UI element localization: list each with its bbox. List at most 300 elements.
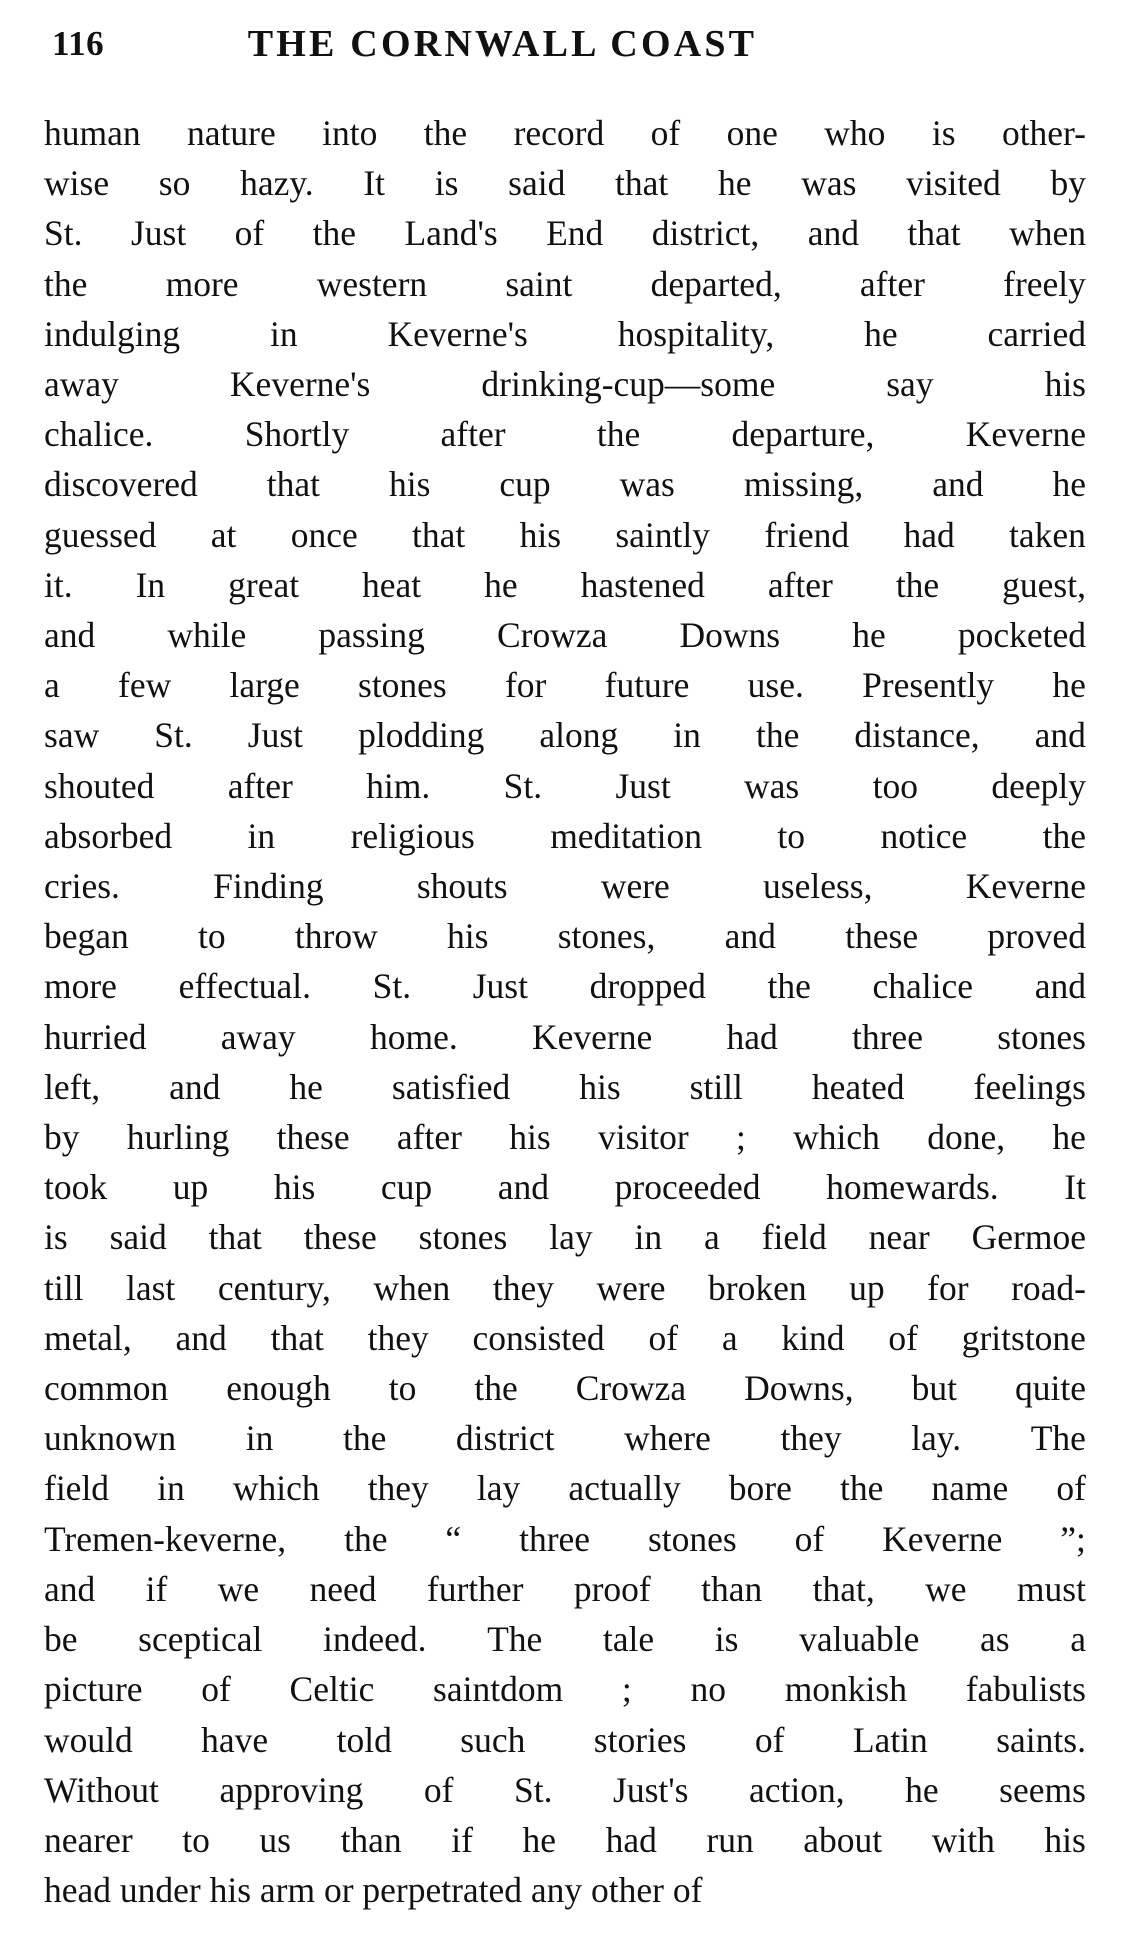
text-word: that — [208, 1217, 262, 1258]
text-word: Keverne — [882, 1518, 1003, 1559]
text-word: lay. — [911, 1418, 962, 1459]
text-word: use. — [747, 665, 804, 706]
text-word: absorbed — [44, 815, 173, 856]
text-word: when — [1009, 213, 1086, 254]
text-line: head under his arm or perpetrated any other of — [44, 1870, 703, 1911]
text-line — [44, 108, 1086, 158]
text-word: indulging — [44, 313, 181, 354]
text-word: such — [460, 1719, 526, 1760]
text-word: and — [1034, 715, 1086, 756]
text-line — [44, 761, 1086, 811]
text-word: departed, — [650, 263, 782, 304]
text-word: after — [227, 765, 293, 806]
text-word: stones — [997, 1016, 1086, 1057]
text-word: so — [158, 163, 191, 204]
text-word: the — [344, 1518, 388, 1559]
text-word: stones, — [557, 916, 656, 957]
text-word: record — [513, 113, 605, 153]
text-word: taken — [1009, 514, 1086, 555]
text-word: was — [744, 765, 800, 806]
text-word: consisted — [472, 1317, 605, 1358]
text-word: gritstone — [961, 1317, 1086, 1358]
text-line — [44, 861, 1086, 911]
text-word: In — [135, 564, 166, 605]
text-word: the — [767, 966, 811, 1007]
text-word: lay — [476, 1468, 521, 1509]
text-word: that — [270, 1317, 324, 1358]
text-word: were — [596, 1267, 666, 1308]
text-word: is — [44, 1217, 68, 1258]
text-word: to — [388, 1368, 417, 1409]
text-word: by — [44, 1117, 80, 1158]
text-word: too — [872, 765, 918, 806]
text-word: a — [1070, 1619, 1086, 1660]
text-word: shouts — [416, 866, 508, 907]
text-word: his — [1044, 1819, 1086, 1860]
text-word: hastened — [580, 564, 705, 605]
text-word: the — [839, 1468, 884, 1509]
text-word: the — [755, 715, 800, 756]
text-word: they — [780, 1418, 842, 1459]
text-word: with — [931, 1819, 995, 1860]
text-word: passing — [318, 615, 425, 656]
text-word: these — [276, 1117, 350, 1158]
text-word: in — [634, 1217, 663, 1258]
text-line — [44, 1062, 1086, 1112]
text-word: picture — [44, 1669, 143, 1710]
text-word: bore — [728, 1468, 792, 1509]
text-word: about — [803, 1819, 883, 1860]
text-word: pocketed — [957, 615, 1086, 656]
text-word: hazy. — [240, 163, 314, 204]
text-word: to — [182, 1819, 210, 1860]
text-word: throw — [294, 916, 378, 957]
text-word: would — [44, 1719, 133, 1760]
text-line — [44, 259, 1086, 309]
text-line — [44, 610, 1086, 660]
text-word: heated — [811, 1066, 905, 1107]
text-line — [44, 660, 1086, 710]
text-word: actually — [568, 1468, 681, 1509]
text-word: The — [487, 1619, 543, 1660]
text-line — [44, 409, 1086, 459]
text-word: satisfied — [391, 1066, 511, 1107]
text-word: drinking-cup—some — [481, 364, 776, 405]
text-word: of — [754, 1719, 785, 1760]
text-word: St. — [44, 213, 83, 254]
text-line — [44, 1363, 1086, 1413]
text-word: away — [220, 1016, 296, 1057]
text-word: useless, — [763, 866, 873, 907]
text-word: unknown — [44, 1418, 177, 1459]
text-word: Just — [615, 765, 671, 806]
text-word: along — [539, 715, 619, 756]
text-word: in — [673, 715, 701, 756]
text-word: while — [167, 615, 247, 656]
text-word: cup — [499, 464, 551, 505]
text-word: in — [157, 1468, 185, 1509]
text-word: saint — [505, 263, 573, 304]
text-word: and — [724, 916, 776, 957]
text-word: common — [44, 1368, 169, 1409]
text-word: the — [342, 1418, 387, 1459]
text-word: St. — [372, 966, 412, 1007]
text-word: valuable — [799, 1619, 920, 1660]
text-word: other- — [1001, 113, 1086, 153]
text-word: name — [931, 1468, 1009, 1509]
text-word: that — [412, 514, 466, 555]
text-word: he — [522, 1819, 557, 1860]
text-word: told — [336, 1719, 392, 1760]
text-word: if — [145, 1568, 168, 1609]
text-word: after — [396, 1117, 462, 1158]
text-word: Germoe — [971, 1217, 1086, 1258]
text-word: Tremen-keverne, — [44, 1518, 287, 1559]
text-word: than — [701, 1568, 763, 1609]
text-word: his — [273, 1167, 316, 1208]
text-word: as — [979, 1619, 1010, 1660]
text-word: was — [801, 163, 857, 204]
text-word: wise — [44, 163, 110, 204]
text-word: saw — [44, 715, 100, 756]
text-word: approving — [219, 1769, 364, 1810]
text-word: hurling — [126, 1117, 230, 1158]
text-word: after — [859, 263, 925, 304]
text-word: that — [615, 163, 669, 204]
text-line — [44, 1564, 1086, 1614]
text-word: cries. — [44, 866, 120, 907]
text-word: he — [289, 1066, 323, 1107]
text-word: stones — [647, 1518, 737, 1559]
text-word: no — [690, 1669, 726, 1710]
text-word: ”; — [1060, 1518, 1086, 1559]
text-word: action, — [749, 1769, 845, 1810]
text-word: home. — [369, 1016, 458, 1057]
text-word: notice — [880, 815, 968, 856]
text-word: three — [519, 1518, 591, 1559]
text-line — [44, 811, 1086, 861]
text-word: Downs — [679, 615, 781, 656]
text-line — [44, 510, 1086, 560]
page-body — [44, 108, 1086, 1915]
text-word: after — [440, 414, 506, 455]
text-word: further — [426, 1568, 524, 1609]
text-word: saintdom — [433, 1669, 564, 1710]
text-word: ; — [736, 1117, 746, 1158]
text-word: proceeded — [614, 1167, 761, 1208]
text-word: the — [474, 1368, 518, 1409]
text-word: in — [269, 313, 298, 354]
text-word: It — [1064, 1167, 1086, 1208]
text-word: plodding — [358, 715, 485, 756]
text-word: his — [447, 916, 489, 957]
text-word: into — [322, 113, 378, 153]
text-word: where — [624, 1418, 711, 1459]
text-word: lay — [549, 1217, 593, 1258]
text-word: The — [1030, 1418, 1086, 1459]
text-word: nature — [187, 113, 276, 153]
text-word: and — [1034, 966, 1086, 1007]
text-line — [44, 1463, 1086, 1513]
text-word: in — [245, 1418, 274, 1459]
text-word: human — [44, 113, 141, 153]
text-word: visitor — [597, 1117, 689, 1158]
text-word: western — [316, 263, 428, 304]
text-word: more — [165, 263, 239, 304]
text-word: visited — [906, 163, 1001, 204]
text-word: seems — [999, 1769, 1086, 1810]
text-word: still — [689, 1066, 743, 1107]
text-word: which — [793, 1117, 880, 1158]
text-word: he — [1052, 665, 1086, 706]
running-title: THE CORNWALL COAST — [247, 23, 758, 65]
text-word: they — [367, 1317, 429, 1358]
text-word: Keverne — [965, 414, 1086, 455]
text-word: Downs, — [744, 1368, 854, 1409]
page-header — [52, 22, 1073, 72]
text-word: we — [217, 1568, 260, 1609]
text-word: departure, — [731, 414, 875, 455]
text-word: which — [232, 1468, 320, 1509]
text-word: “ — [445, 1518, 462, 1559]
text-word: guest, — [1002, 564, 1086, 605]
text-word: metal, — [44, 1317, 132, 1358]
text-word: century, — [217, 1267, 331, 1308]
text-word: have — [201, 1719, 269, 1760]
text-line — [44, 1012, 1086, 1062]
text-word: field — [761, 1217, 827, 1258]
text-word: kind — [781, 1317, 845, 1358]
text-word: it. — [44, 564, 73, 605]
text-line — [44, 1112, 1086, 1162]
text-word: after — [767, 564, 833, 605]
text-word: was — [619, 464, 675, 505]
text-word: St. — [154, 715, 193, 756]
page-number: 116 — [52, 24, 105, 63]
text-word: till — [44, 1267, 84, 1308]
text-word: he — [1052, 464, 1086, 505]
text-line — [44, 359, 1086, 409]
text-word: End — [546, 213, 604, 254]
text-word: of — [423, 1769, 454, 1810]
text-word: is — [434, 163, 459, 204]
text-word: must — [1016, 1568, 1086, 1609]
text-word: shouted — [44, 765, 155, 806]
text-word: than — [340, 1819, 402, 1860]
text-line — [44, 1815, 1086, 1865]
text-word: the — [44, 263, 88, 304]
text-word: the — [895, 564, 940, 605]
text-word: for — [927, 1267, 969, 1308]
text-line — [44, 710, 1086, 760]
text-word: a — [721, 1317, 738, 1358]
text-word: he — [852, 615, 886, 656]
text-word: more — [44, 966, 117, 1007]
text-word: Just — [472, 966, 528, 1007]
text-word: stories — [593, 1719, 687, 1760]
text-word: and — [44, 1568, 96, 1609]
text-word: of — [794, 1518, 825, 1559]
text-word: St. — [514, 1769, 553, 1810]
text-word: stones — [418, 1217, 508, 1258]
text-word: he — [905, 1769, 939, 1810]
text-word: who — [824, 113, 886, 153]
text-word: dropped — [589, 966, 706, 1007]
text-word: for — [504, 665, 547, 706]
text-word: carried — [987, 313, 1086, 354]
text-word: these — [845, 916, 919, 957]
text-word: began — [44, 916, 129, 957]
text-word: of — [234, 213, 265, 254]
text-line — [44, 309, 1086, 359]
text-word: proof — [573, 1568, 651, 1609]
text-word: Crowza — [496, 615, 608, 656]
text-word: to — [777, 815, 806, 856]
text-word: us — [259, 1819, 291, 1860]
text-line — [44, 1212, 1086, 1262]
text-word: religious — [350, 815, 475, 856]
text-word: effectual. — [178, 966, 311, 1007]
text-word: heat — [362, 564, 422, 605]
text-word: freely — [1003, 263, 1086, 304]
text-word: Keverne — [965, 866, 1086, 907]
text-word: and — [932, 464, 984, 505]
text-line — [44, 158, 1086, 208]
text-word: he — [864, 313, 898, 354]
text-word: homewards. — [826, 1167, 999, 1208]
text-line — [44, 1162, 1086, 1212]
text-word: deeply — [991, 765, 1086, 806]
text-word: had — [605, 1819, 657, 1860]
text-word: of — [648, 1317, 679, 1358]
text-word: had — [903, 514, 955, 555]
text-word: once — [290, 514, 358, 555]
text-word: three — [852, 1016, 923, 1057]
text-word: a — [704, 1217, 720, 1258]
text-line — [44, 208, 1086, 258]
text-word: but — [911, 1368, 957, 1409]
text-word: hospitality, — [617, 313, 775, 354]
text-word: Celtic — [289, 1669, 375, 1710]
text-word: him. — [366, 765, 431, 806]
text-line — [44, 1413, 1086, 1463]
text-word: Finding — [213, 866, 324, 907]
text-word: monkish — [784, 1669, 907, 1710]
text-word: district, — [651, 213, 760, 254]
text-word: by — [1050, 163, 1086, 204]
text-word: sceptical — [138, 1619, 263, 1660]
text-word: the — [596, 414, 641, 455]
text-word: chalice. — [44, 414, 154, 455]
text-word: proved — [987, 916, 1086, 957]
text-word: one — [726, 113, 778, 153]
text-word: Just — [247, 715, 304, 756]
text-word: and — [169, 1066, 221, 1107]
text-word: the — [1042, 815, 1086, 856]
text-word: Keverne's — [229, 364, 371, 405]
text-word: few — [118, 665, 172, 706]
text-word: and — [497, 1167, 550, 1208]
text-word: discovered — [44, 464, 198, 505]
text-word: Keverne — [531, 1016, 653, 1057]
text-word: hurried — [44, 1016, 147, 1057]
text-word: that, — [812, 1568, 875, 1609]
text-word: left, — [44, 1066, 101, 1107]
text-word: these — [303, 1217, 377, 1258]
text-word: he — [484, 564, 518, 605]
text-word: that — [266, 464, 320, 505]
text-line — [44, 560, 1086, 610]
text-word: said — [508, 163, 566, 204]
text-word: his — [1044, 364, 1086, 405]
text-word: chalice — [872, 966, 974, 1007]
text-word: done, — [927, 1117, 1006, 1158]
text-line — [44, 1313, 1086, 1363]
text-word: that — [907, 213, 961, 254]
text-word: last — [125, 1267, 176, 1308]
text-word: they — [492, 1267, 554, 1308]
text-line — [44, 961, 1086, 1011]
text-word: said — [109, 1217, 167, 1258]
text-word: is — [714, 1619, 739, 1660]
text-word: need — [309, 1568, 377, 1609]
text-word: the — [423, 113, 468, 153]
text-word: in — [247, 815, 276, 856]
text-word: saints. — [996, 1719, 1086, 1760]
text-word: stones — [358, 665, 447, 706]
text-word: of — [888, 1317, 918, 1358]
text-word: fabulists — [965, 1669, 1086, 1710]
text-word: his — [579, 1066, 621, 1107]
text-word: friend — [764, 514, 850, 555]
text-word: district — [455, 1418, 555, 1459]
text-word: when — [373, 1267, 451, 1308]
text-word: of — [1056, 1468, 1086, 1509]
text-word: and — [44, 615, 96, 656]
text-word: his — [519, 514, 562, 555]
text-word: saintly — [615, 514, 711, 555]
text-word: had — [726, 1016, 778, 1057]
text-word: quite — [1015, 1368, 1086, 1409]
text-line — [44, 1664, 1086, 1714]
text-word: great — [228, 564, 300, 605]
text-line — [44, 459, 1086, 509]
text-word: future — [604, 665, 690, 706]
text-word: Shortly — [244, 414, 350, 455]
text-word: up — [172, 1167, 209, 1208]
text-word: he — [1052, 1117, 1086, 1158]
text-word: is — [931, 113, 956, 153]
text-word: he — [717, 163, 752, 204]
text-word: the — [312, 213, 357, 254]
text-line — [44, 1614, 1086, 1664]
text-word: up — [849, 1267, 885, 1308]
text-word: meditation — [550, 815, 703, 856]
text-word: Land's — [404, 213, 498, 254]
text-word: if — [451, 1819, 473, 1860]
text-word: we — [925, 1568, 967, 1609]
text-word: were — [600, 866, 670, 907]
text-word: large — [229, 665, 300, 706]
text-word: Crowza — [575, 1368, 687, 1409]
text-word: indeed. — [322, 1619, 427, 1660]
text-word: It — [363, 163, 386, 204]
text-word: his — [388, 464, 431, 505]
text-word: a — [44, 665, 60, 706]
text-word: run — [706, 1819, 754, 1860]
text-word: nearer — [44, 1819, 133, 1860]
text-word: away — [44, 364, 119, 405]
